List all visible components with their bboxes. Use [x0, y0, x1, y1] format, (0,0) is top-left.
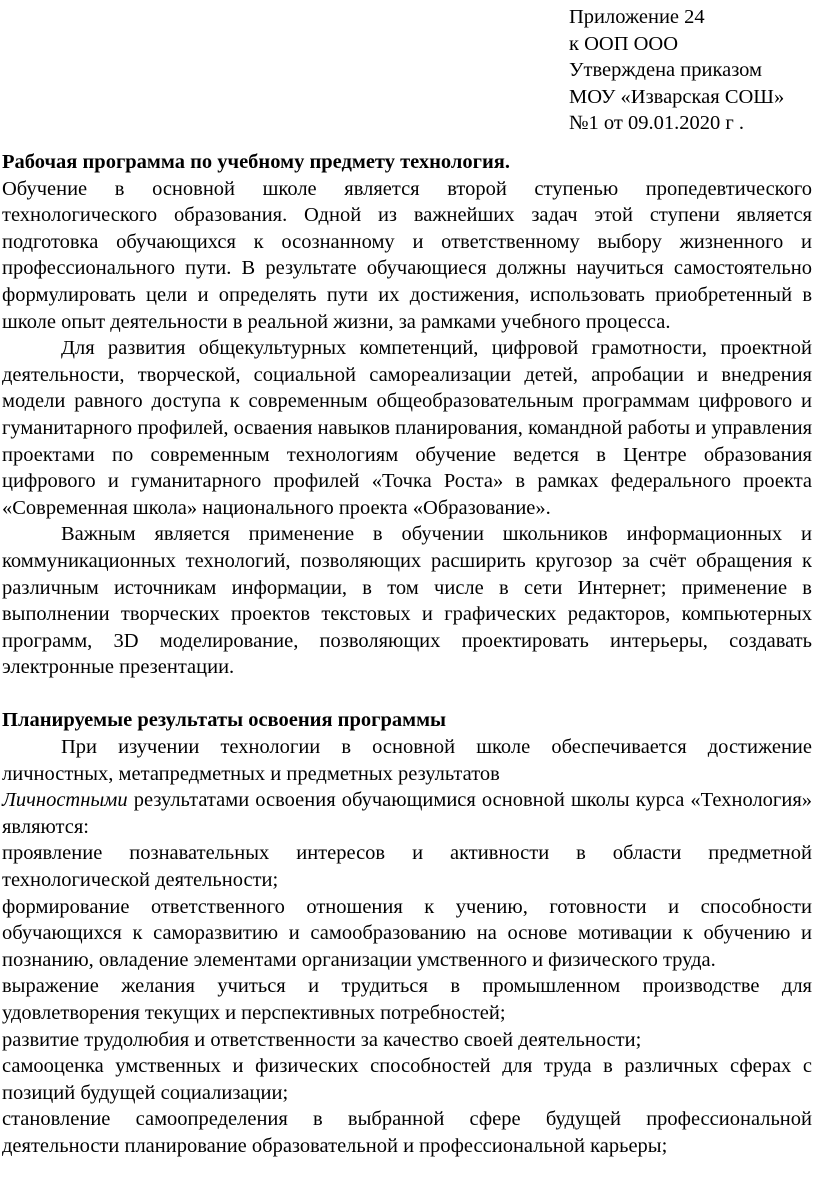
- italic-term: Личностными: [2, 789, 128, 812]
- paragraph: [2, 787, 812, 840]
- approval-block: [569, 4, 814, 137]
- list-item: развитие трудолюбия и ответственности за качество своей деятельности;: [2, 1028, 642, 1051]
- document-body: [2, 149, 812, 1160]
- list-item: становление самоопределения в выбранной сфере будущей профессиональной деятельности планирование образовательной и профессиональной карьеры;: [2, 1108, 812, 1157]
- paragraph: Важным является применение в обучении школьников информационных и коммуникационных технологий, позволяющих расширить кругозор за счёт обращения к различным источникам информации, в том числе в сети Интернет; применение в выполнении творческих проектов текстовых и графических редакторов, компьютерных программ, 3D моделирование, позволяющих проектировать интерьеры, создавать электронные презентации.: [2, 523, 812, 679]
- paragraph: Для развития общекультурных компетенций, цифровой грамотности, проектной деятельности, творческой, социальной самореализации детей, апробации и внедрения модели равного доступа к современным общеобразовательным программам цифрового и гуманитарного профилей, осваения навыков планирования, командной работы и управления проектами по современным технологиям обучение ведется в Центре образования цифрового и гуманитарного профилей «Точка Роста» в рамках федерального проекта «Современная школа» национального проекта «Образование».: [2, 337, 812, 519]
- approval-line: Утверждена приказом: [569, 59, 763, 82]
- approval-line: к ООП ООО: [569, 32, 679, 55]
- approval-line: МОУ «Изварская СОШ»: [569, 85, 785, 108]
- paragraph-text: результатами освоения обучающимися основной школы курса «Технология» являются:: [2, 789, 812, 838]
- list-item: самооценка умственных и физических способностей для труда в различных сферах с позиций будущей социализации;: [2, 1055, 812, 1104]
- spacer: [2, 681, 812, 708]
- paragraph: При изучении технологии в основной школе обеспечивается достижение личностных, метапредметных и предметных результатов: [2, 736, 812, 785]
- approval-line: №1 от 09.01.2020 г .: [569, 112, 745, 135]
- list-item: выражение желания учиться и трудиться в промышленном производстве для удовлетворения текущих и перспективных потребностей;: [2, 975, 812, 1024]
- section-title: Планируемые результаты освоения программы: [2, 709, 447, 732]
- section-title: Рабочая программа по учебному предмету технология.: [2, 151, 510, 173]
- approval-line: Приложение 24: [569, 6, 705, 28]
- paragraph: Обучение в основной школе является второй ступенью пропедевтического технологического образования. Одной из важнейших задач этой ступени является подготовка обучающихся к осознанному и ответственному выбору жизненного и профессионального пути. В результате обучающиеся должны научиться самостоятельно формулировать цели и определять пути их достижения, использовать приобретенный в школе опыт деятельности в реальной жизни, за рамками учебного процесса.: [2, 177, 812, 333]
- list-item: проявление познавательных интересов и активности в области предметной технологической деятельности;: [2, 842, 812, 892]
- list-item: формирование ответственного отношения к учению, готовности и способности обучающихся к саморазвитию и самообразованию на основе мотивации к обучению и познанию, овладение элементами организации умственного и физического труда.: [2, 895, 812, 971]
